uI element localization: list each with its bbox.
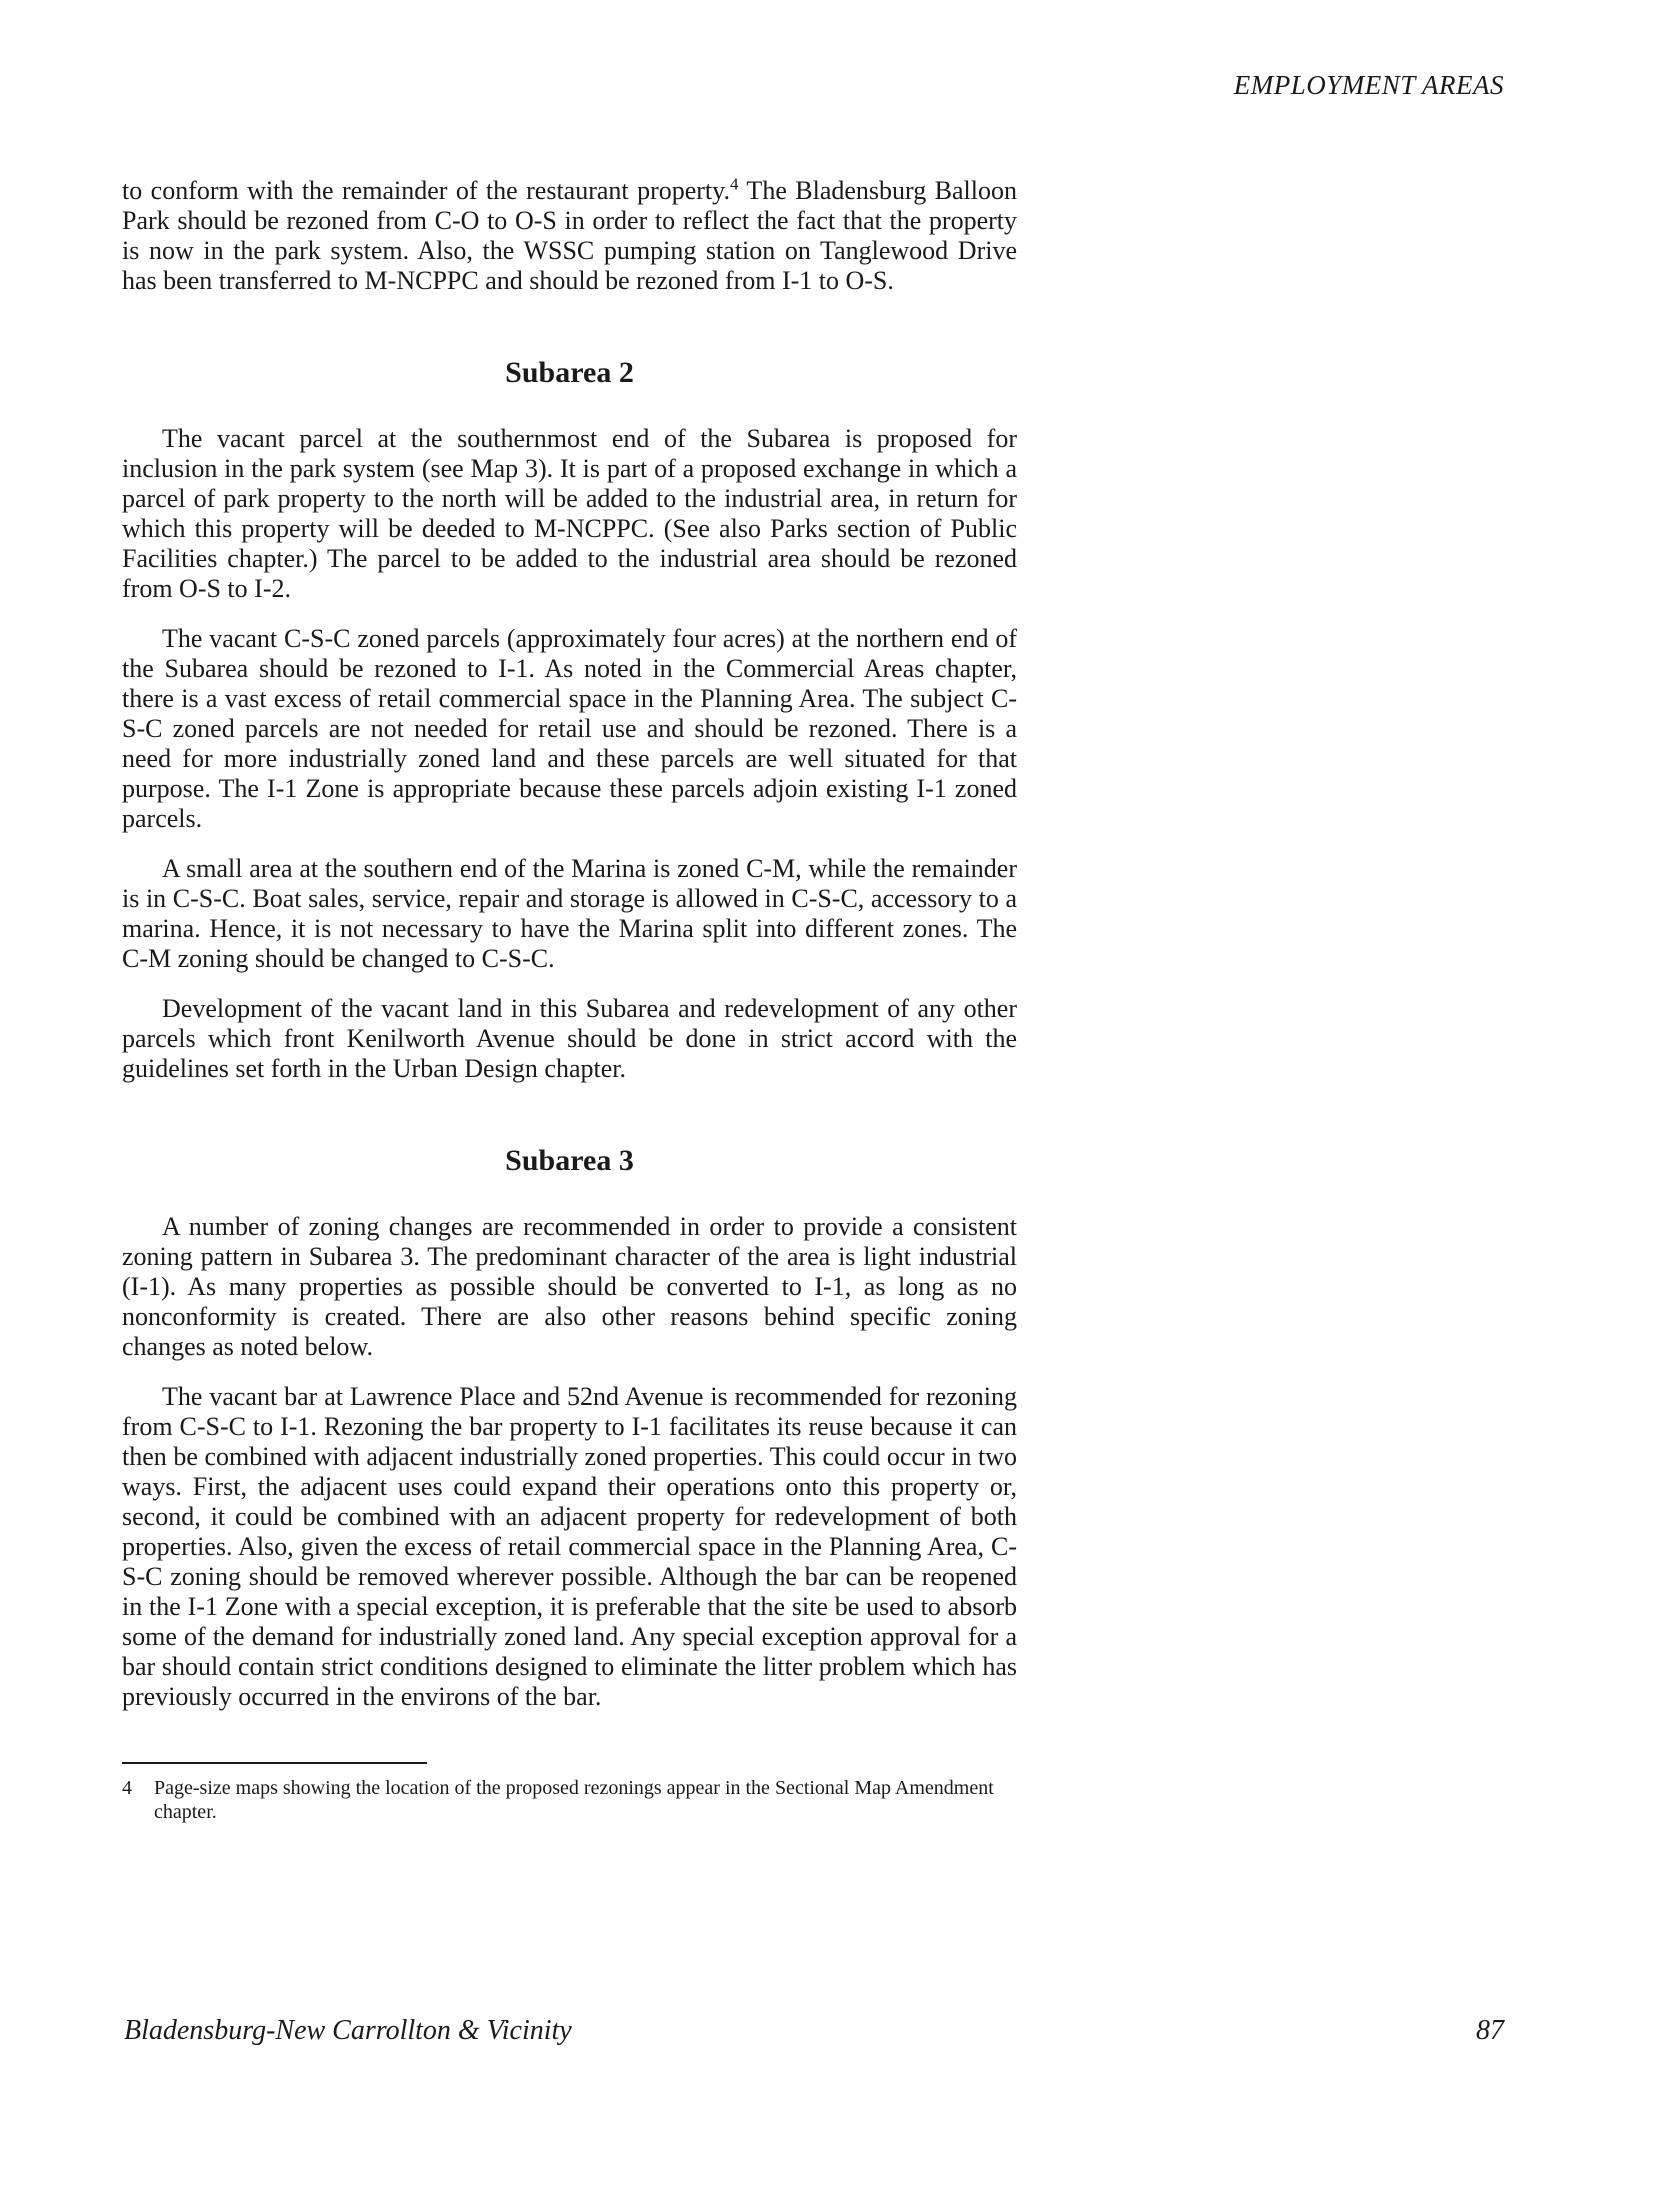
- intro-text-after-note: The Bladensburg Balloon Park should be rezoned from C-O to O-S in order to reflect the fact that the property is now in the park system. Also, the WSSC pumping station on Tanglewood Drive has been transferred to M-NCPPC and should be rezoned from I-1 to O-S.: [122, 176, 1018, 295]
- footnote: [122, 1776, 1017, 1824]
- subarea-2-paragraph-1: The vacant parcel at the southernmost end of the Subarea is proposed for inclusion in the park system (see Map 3). It is part of a proposed exchange in which a parcel of park property to the north will be added to the industrial area, in return for which this property will be deeded to M-NCPPC. (See also Parks section of Public Facilities chapter.) The parcel to be added to the industrial area should be rezoned from O-S to I-2.: [122, 424, 1017, 603]
- subarea-3-paragraph-2: The vacant bar at Lawrence Place and 52nd Avenue is recommended for rezoning from C-S-C to I-1. Rezoning the bar property to I-1 facilitates its reuse because it can then be combined with adjacent industrially zoned properties. This could occur in two ways. First, the adjacent uses could expand their operations onto this property or, second, it could be combined with an adjacent property for redevelopment of both properties. Also, given the excess of retail commercial space in the Planning Area, C-S-C zoning should be removed wherever possible. Although the bar can be reopened in the I-1 Zone with a special exception, it is preferable that the site be used to absorb some of the demand for industrially zoned land. Any special exception approval for a bar should contain strict conditions designed to eliminate the litter problem which has previously occurred in the environs of the bar.: [122, 1382, 1017, 1711]
- subarea-2-paragraph-3: A small area at the southern end of the Marina is zoned C-M, while the remainder is in C-S-C. Boat sales, service, repair and storage is allowed in C-S-C, accessory to a marina. Hence, it is not necessary to have the Marina split into different zones. The C-M zoning should be changed to C-S-C.: [122, 854, 1017, 973]
- page-body: [122, 176, 1017, 1824]
- page-number: 87: [1476, 2015, 1504, 2046]
- footer-document-title: Bladensburg-New Carrollton & Vicinity: [124, 2015, 572, 2046]
- footnote-text: Page-size maps showing the location of the proposed rezonings appear in the Sectional Map Amendment chapter.: [154, 1777, 994, 1823]
- footnote-number: 4: [122, 1777, 132, 1799]
- intro-paragraph: [122, 176, 1017, 296]
- intro-text-before-note: to conform with the remainder of the restaurant property.: [122, 176, 730, 205]
- subarea-2-heading: Subarea 2: [505, 356, 634, 389]
- running-head: EMPLOYMENT AREAS: [1233, 70, 1504, 100]
- footnote-reference: 4: [729, 174, 739, 194]
- subarea-3-heading: Subarea 3: [505, 1144, 634, 1177]
- subarea-2-paragraph-4: Development of the vacant land in this Subarea and redevelopment of any other parcels which front Kenilworth Avenue should be done in strict accord with the guidelines set forth in the Urban Design chapter.: [122, 994, 1017, 1083]
- subarea-2-paragraph-2: The vacant C-S-C zoned parcels (approximately four acres) at the northern end of the Subarea should be rezoned to I-1. As noted in the Commercial Areas chapter, there is a vast excess of retail commercial space in the Planning Area. The subject C-S-C zoned parcels are not needed for retail use and should be rezoned. There is a need for more industrially zoned land and these parcels are well situated for that purpose. The I-1 Zone is appropriate because these parcels adjoin existing I-1 zoned parcels.: [122, 624, 1017, 833]
- subarea-3-paragraph-1: A number of zoning changes are recommended in order to provide a consistent zoning pattern in Subarea 3. The predominant character of the area is light industrial (I-1). As many properties as possible should be converted to I-1, as long as no nonconformity is created. There are also other reasons behind specific zoning changes as noted below.: [122, 1212, 1017, 1361]
- footnote-divider: [122, 1762, 427, 1764]
